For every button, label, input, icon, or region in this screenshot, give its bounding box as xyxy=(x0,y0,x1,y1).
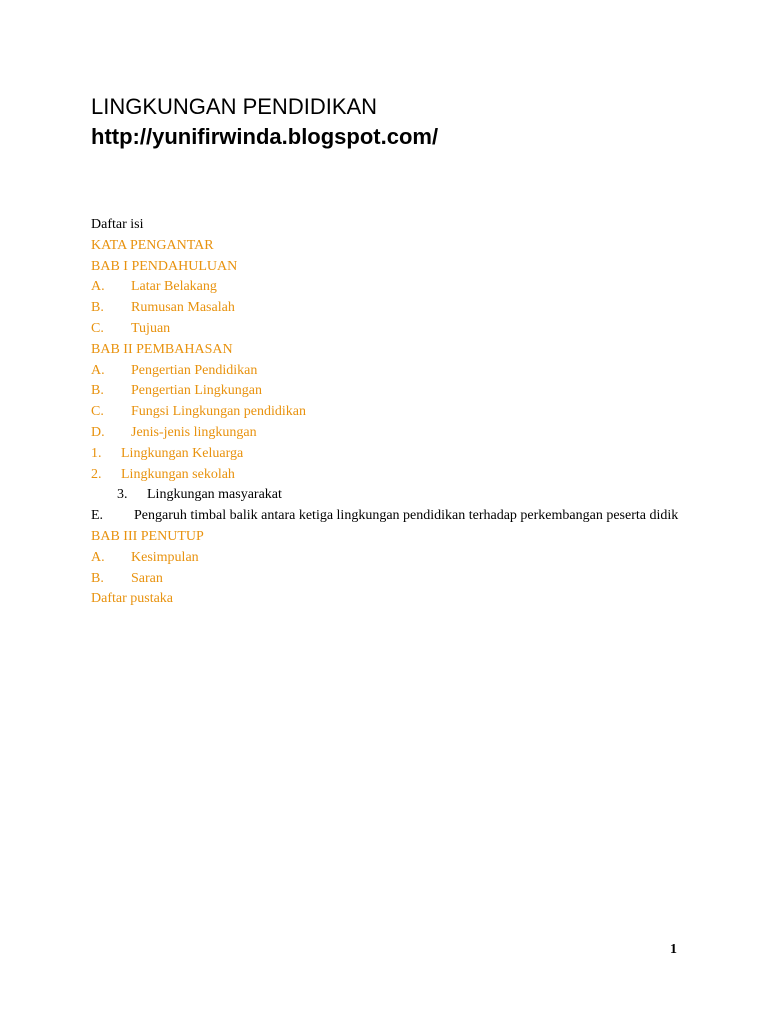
toc-link-bab1-c[interactable] xyxy=(91,319,681,340)
toc-text: Lingkungan Keluarga xyxy=(121,445,244,461)
toc-entry-bab2-e xyxy=(91,506,681,527)
toc-link-bab2-c[interactable] xyxy=(91,402,681,423)
toc-link-bab2-b[interactable] xyxy=(91,381,681,402)
toc-link-bab1-b[interactable] xyxy=(91,298,681,319)
toc-text: Jenis-jenis lingkungan xyxy=(131,424,257,440)
toc-text: Pengertian Pendidikan xyxy=(131,362,258,378)
toc-text: Kesimpulan xyxy=(131,549,199,565)
document-title: LINGKUNGAN PENDIDIKAN xyxy=(91,94,378,119)
page-number: 1 xyxy=(670,942,677,957)
toc-label: C. xyxy=(91,320,104,336)
toc-text: Lingkungan sekolah xyxy=(121,466,235,482)
toc-label: E. xyxy=(91,508,104,524)
toc-link-bab3-b[interactable] xyxy=(91,569,681,590)
toc-label: A. xyxy=(91,549,105,565)
table-of-contents xyxy=(91,215,681,610)
toc-label: A. xyxy=(91,362,105,378)
toc-link-bab3-a[interactable] xyxy=(91,548,681,569)
document-header xyxy=(91,92,438,152)
toc-link-kata-pengantar[interactable]: KATA PENGANTAR xyxy=(91,237,214,253)
toc-text: Lingkungan masyarakat xyxy=(147,487,282,503)
toc-link-daftar-pustaka[interactable]: Daftar pustaka xyxy=(91,591,174,607)
toc-link-bab2-sub2[interactable] xyxy=(91,465,681,486)
toc-text: Tujuan xyxy=(131,320,171,336)
toc-text: Pengaruh timbal balik antara ketiga lingkungan pendidikan terhadap perkembangan peserta didik xyxy=(134,508,679,524)
toc-label: D. xyxy=(91,424,105,440)
toc-label: B. xyxy=(91,570,104,586)
blog-url: http://yunifirwinda.blogspot.com/ xyxy=(91,124,439,149)
toc-label: A. xyxy=(91,279,105,295)
toc-link-bab3[interactable]: BAB III PENUTUP xyxy=(91,528,204,544)
toc-label: 1. xyxy=(91,445,102,461)
toc-text: Pengertian Lingkungan xyxy=(131,383,263,399)
toc-link-bab1[interactable]: BAB I PENDAHULUAN xyxy=(91,258,238,274)
toc-label: B. xyxy=(91,300,104,316)
toc-text: Rumusan Masalah xyxy=(131,300,235,316)
toc-link-bab2-d[interactable] xyxy=(91,423,681,444)
toc-link-bab2-sub1[interactable] xyxy=(91,444,681,465)
toc-entry-bab2-sub3 xyxy=(91,485,681,506)
toc-text: Fungsi Lingkungan pendidikan xyxy=(131,404,306,420)
toc-heading: Daftar isi xyxy=(91,217,144,232)
toc-link-bab2[interactable]: BAB II PEMBAHASAN xyxy=(91,341,233,357)
toc-text: Saran xyxy=(131,570,163,586)
toc-label: C. xyxy=(91,404,104,420)
toc-text: Latar Belakang xyxy=(131,279,217,295)
toc-link-bab1-a[interactable] xyxy=(91,277,681,298)
toc-link-bab2-a[interactable] xyxy=(91,361,681,382)
toc-label: B. xyxy=(91,383,104,399)
toc-label: 3. xyxy=(117,487,128,503)
toc-label: 2. xyxy=(91,466,102,482)
